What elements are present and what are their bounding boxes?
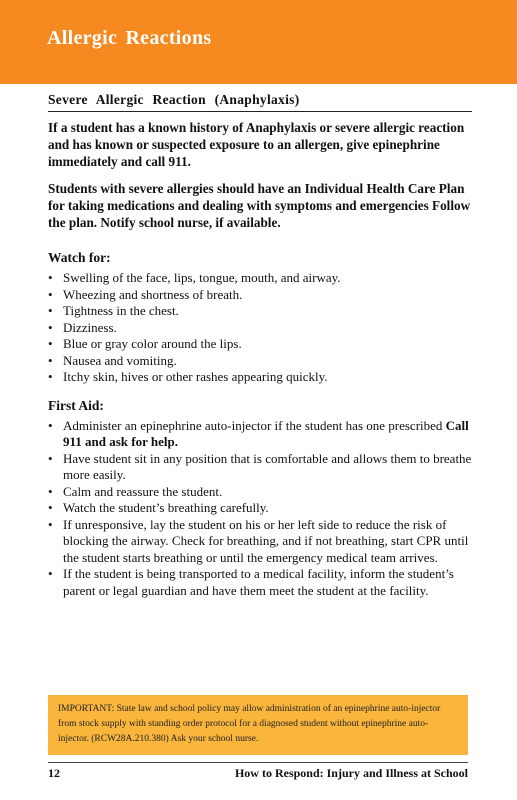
first-aid-item: • Calm and reassure the student. xyxy=(48,484,472,501)
first-aid-item-text: Administer an epinephrine auto-injector if the student has one prescribed xyxy=(63,417,446,433)
first-aid-item: • If unresponsive, lay the student on his or her left side to reduce the risk of blocking the airway. Check for breathing, and if not breathing, start CPR until the student starts breathing or until the emergency medical team arrives. xyxy=(48,517,472,567)
first-aid-item: • Have student sit in any position that is comfortable and allows them to breathe more easily. xyxy=(48,451,472,484)
watch-for-item: • Wheezing and shortness of breath. xyxy=(48,287,472,304)
call-911-instruction: Call 911 and ask for help. xyxy=(63,417,469,449)
header-bar xyxy=(0,0,517,84)
first-aid-item: • Watch the student’s breathing carefully. xyxy=(48,500,472,517)
intro-paragraph-2: Students with severe allergies should have an Individual Health Care Plan for taking medications and dealing with symptoms and emergencies Follow the plan. Notify school nurse, if available. xyxy=(48,181,471,230)
section-title: Severe Allergic Reaction (Anaphylaxis) xyxy=(48,92,472,112)
watch-for-item: • Tightness in the chest. xyxy=(48,303,472,320)
footer-title: How to Respond: Injury and Illness at School xyxy=(234,766,468,780)
watch-for-item: • Swelling of the face, lips, tongue, mouth, and airway. xyxy=(48,270,472,287)
first-aid-list xyxy=(48,418,472,600)
first-aid-item xyxy=(48,418,472,451)
intro-paragraph-1: If a student has a known history of Anaphylaxis or severe allergic reaction and has known or suspected exposure to an allergen, give epinephrine immediately and call 911. xyxy=(48,120,465,169)
first-aid-heading: First Aid: xyxy=(48,397,104,413)
first-aid-item: • If the student is being transported to a medical facility, inform the student’s parent or legal guardian and have them meet the student at the facility. xyxy=(48,566,472,599)
watch-for-item: • Itchy skin, hives or other rashes appearing quickly. xyxy=(48,369,472,386)
main-content xyxy=(48,92,472,611)
watch-for-item: • Blue or gray color around the lips. xyxy=(48,336,472,353)
footer-divider xyxy=(48,762,468,763)
watch-for-list xyxy=(48,270,472,386)
watch-for-item: • Dizziness. xyxy=(48,320,472,337)
watch-for-item: • Nausea and vomiting. xyxy=(48,353,472,370)
important-notice-box: IMPORTANT: State law and school policy may allow administration of an epinephrine auto-injector from stock supply with standing order protocol for a diagnosed student without epinephrine auto-injector. (RCW28A.210.380) Ask your school nurse. xyxy=(48,695,468,755)
watch-for-heading: Watch for: xyxy=(48,250,111,265)
page-title: Allergic Reactions xyxy=(47,27,212,49)
page-number: 12 xyxy=(48,766,60,780)
